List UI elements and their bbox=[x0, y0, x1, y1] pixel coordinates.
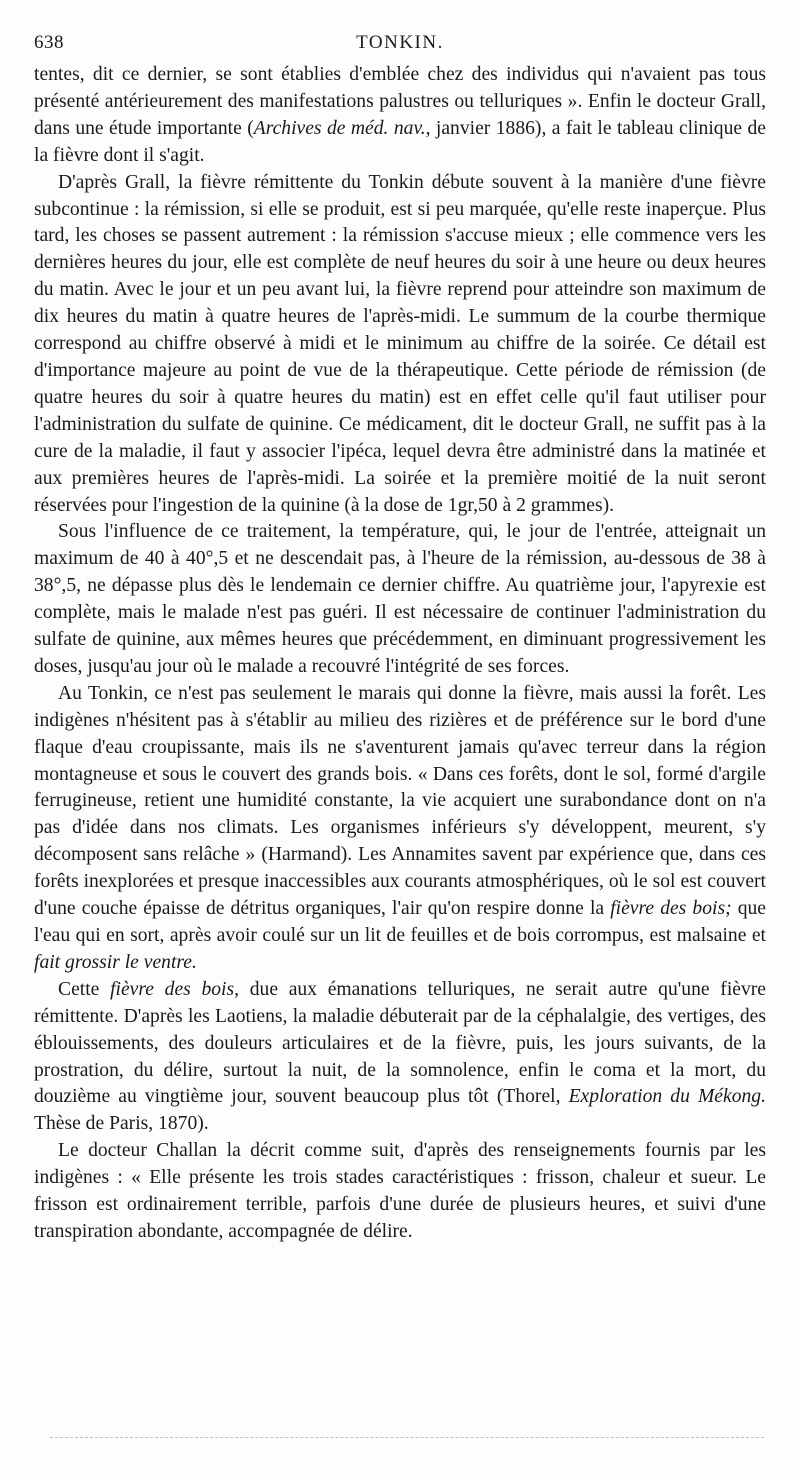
paragraph-2: D'après Grall, la fièvre rémittente du Tonkin débute souvent à la manière d'une fièvre subcontinue : la rémission, si elle se produit, est si peu marquée, qu'elle reste inaperçue. Plus tard, les choses se passent autrement : la rémission s'accuse mieux ; elle commence vers les dernières heures du jour, elle est complète de neuf heures du soir à une heure ou deux heures du matin. Avec le jour et un peu avant lui, la fièvre reprend pour atteindre son maximum de dix heures du matin à quatre heures de l'après-midi. Le summum de la courbe thermique correspond au chiffre observé à midi et le minimum au chiffre de la soirée. Ce détail est d'importance majeure au point de vue de la thérapeutique. Cette période de rémission (de quatre heures du soir à quatre heures du matin) est en effet celle qu'il faut utiliser pour l'administration du sulfate de quinine. Ce médicament, dit le docteur Grall, ne suffit pas à la cure de la maladie, il faut y associer l'ipéca, lequel devra être administré dans la matinée et aux premières heures de l'après-midi. La soirée et la première moitié de la nuit seront réservées pour l'ingestion de la quinine (à la dose de 1gr,50 à 2 grammes). bbox=[34, 171, 766, 516]
paragraph-3: Sous l'influence de ce traitement, la température, qui, le jour de l'entrée, atteignait un maximum de 40 à 40°,5 et ne descendait pas, à l'heure de la rémission, au-dessous de 38 à 38°,5, ne dépasse plus dès le lendemain ce dernier chiffre. Au quatrième jour, l'apyrexie est complète, mais le malade n'est pas guéri. Il est nécessaire de continuer l'administration du sulfate de quinine, aux mêmes heures que précédemment, en diminuant progressivement les doses, jusqu'au jour où le malade a recouvré l'intégrité de ses forces. bbox=[34, 521, 766, 677]
page-body bbox=[34, 62, 766, 1246]
paragraph-6: Le docteur Challan la décrit comme suit, d'après des renseignements fournis par les indigènes : « Elle présente les trois stades caractéristiques : frisson, chaleur et sueur. Le frisson est ordinairement terrible, parfois d'une durée de plusieurs heures, et suivi d'une transpiration abondante, accompagnée de délire. bbox=[34, 1140, 766, 1242]
page-header bbox=[34, 32, 766, 56]
paragraph-1: tentes, dit ce dernier, se sont établies d'emblée chez des individus qui n'avaient pas tous présenté antérieurement des manifestations palustres ou telluriques ». Enfin le docteur Grall, dans une étude importante (Archives de méd. nav., janvier 1886), a fait le tableau clinique de la fièvre dont il s'agit. bbox=[34, 64, 766, 166]
page-number: 638 bbox=[34, 32, 64, 53]
running-title: TONKIN. bbox=[356, 32, 444, 53]
footer-divider bbox=[50, 1437, 764, 1438]
paragraph-5: Cette fièvre des bois, due aux émanations telluriques, ne serait autre qu'une fièvre rémittente. D'après les Laotiens, la maladie débuterait par de la céphalalgie, des vertiges, des éblouissements, des douleurs articulaires et de la fièvre, puis, les jours suivants, de la prostration, du délire, surtout la nuit, de la somnolence, enfin le coma et la mort, du douzième au vingtième jour, souvent beaucoup plus tôt (Thorel, Exploration du Mékong. Thèse de Paris, 1870). bbox=[34, 978, 766, 1135]
paragraph-4: Au Tonkin, ce n'est pas seulement le marais qui donne la fièvre, mais aussi la forêt. Les indigènes n'hésitent pas à s'établir au milieu des rizières et de préférence sur le bord d'une flaque d'eau croupissante, mais ils ne s'aventurent jamais qu'avec terreur dans la région montagneuse et sous le couvert des grands bois. « Dans ces forêts, dont le sol, formé d'argile ferrugineuse, retient une humidité constante, la vie acquiert une surabondance dont on n'a pas d'idée dans nos climats. Les organismes inférieurs s'y développent, meurent, s'y décomposent sans relâche » (Harmand). Les Annamites savent par expérience que, dans ces forêts inexplorées et presque inaccessibles aux courants atmosphériques, où le sol est couvert d'une couche épaisse de détritus organiques, l'air qu'on respire donne la fièvre des bois; que l'eau qui en sort, après avoir coulé sur un lit de feuilles et de bois corrompus, est malsaine et fait grossir le ventre. bbox=[34, 682, 766, 973]
